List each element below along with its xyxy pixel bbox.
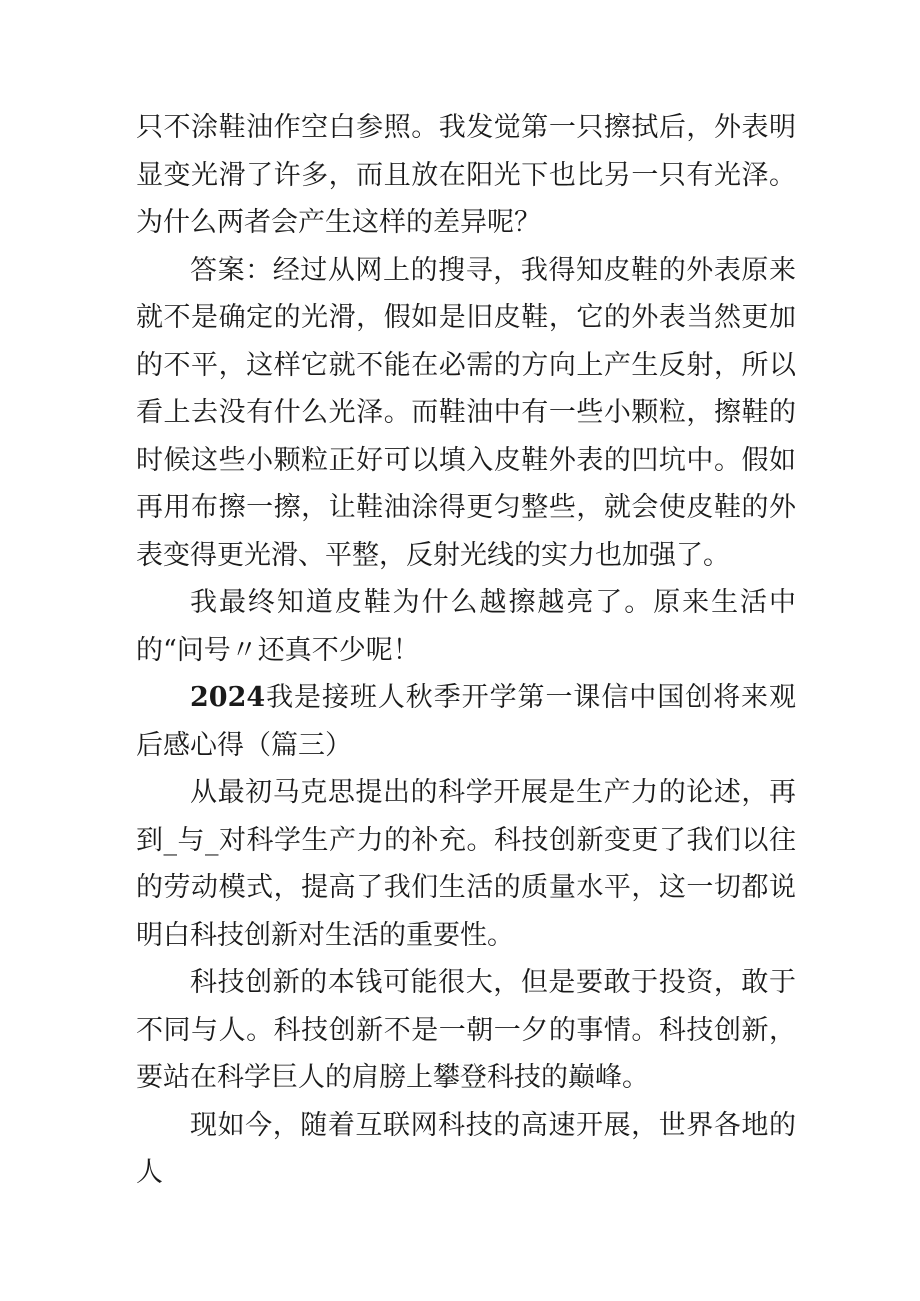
paragraph-marx-science: 从最初马克思提出的科学开展是生产力的论述，再到_与_对科学生产力的补充。科技创新变更了我们以往的劳动模式，提高了我们生活的质量水平，这一切都说明白科技创新对生活的重要性。 (136, 777, 796, 951)
paragraph-innovation-cost: 科技创新的本钱可能很大，但是要敢于投资，敢于不同与人。科技创新不是一朝一夕的事情。科技创新，要站在科学巨人的肩膀上攀登科技的巅峰。 (136, 967, 796, 1093)
heading-year: 2024 (190, 682, 266, 713)
paragraph-answer: 答案：经过从网上的搜寻，我得知皮鞋的外表原来就不是确定的光滑，假如是旧皮鞋，它的外表当然更加的不平，这样它就不能在必需的方向上产生反射，所以看上去没有什么光泽。而鞋油中有一些小颗粒，擦鞋的时候这些小颗粒正好可以填入皮鞋外表的凹坑中。假如再用布擦一擦，让鞋油涂得更匀整些，就会使皮鞋的外表变得更光滑、平整，反射光线的实力也加强了。 (136, 254, 796, 571)
paragraph-internet: 现如今，随着互联网科技的高速开展，世界各地的人 (136, 1109, 796, 1188)
paragraph-shoe-polish-experiment: 只不涂鞋油作空白参照。我发觉第一只擦拭后，外表明显变光滑了许多，而且放在阳光下也比另一只有光泽。为什么两者会产生这样的差异呢？ (136, 112, 796, 238)
section-heading (136, 674, 796, 769)
document-body (136, 104, 796, 1197)
paragraph-conclusion: 我最终知道皮鞋为什么越擦越亮了。原来生活中的“问号〃还真不少呢！ (136, 587, 796, 666)
heading-title: 我是接班人秋季开学第一课信中国创将来观后感心得（篇三） (136, 682, 796, 761)
